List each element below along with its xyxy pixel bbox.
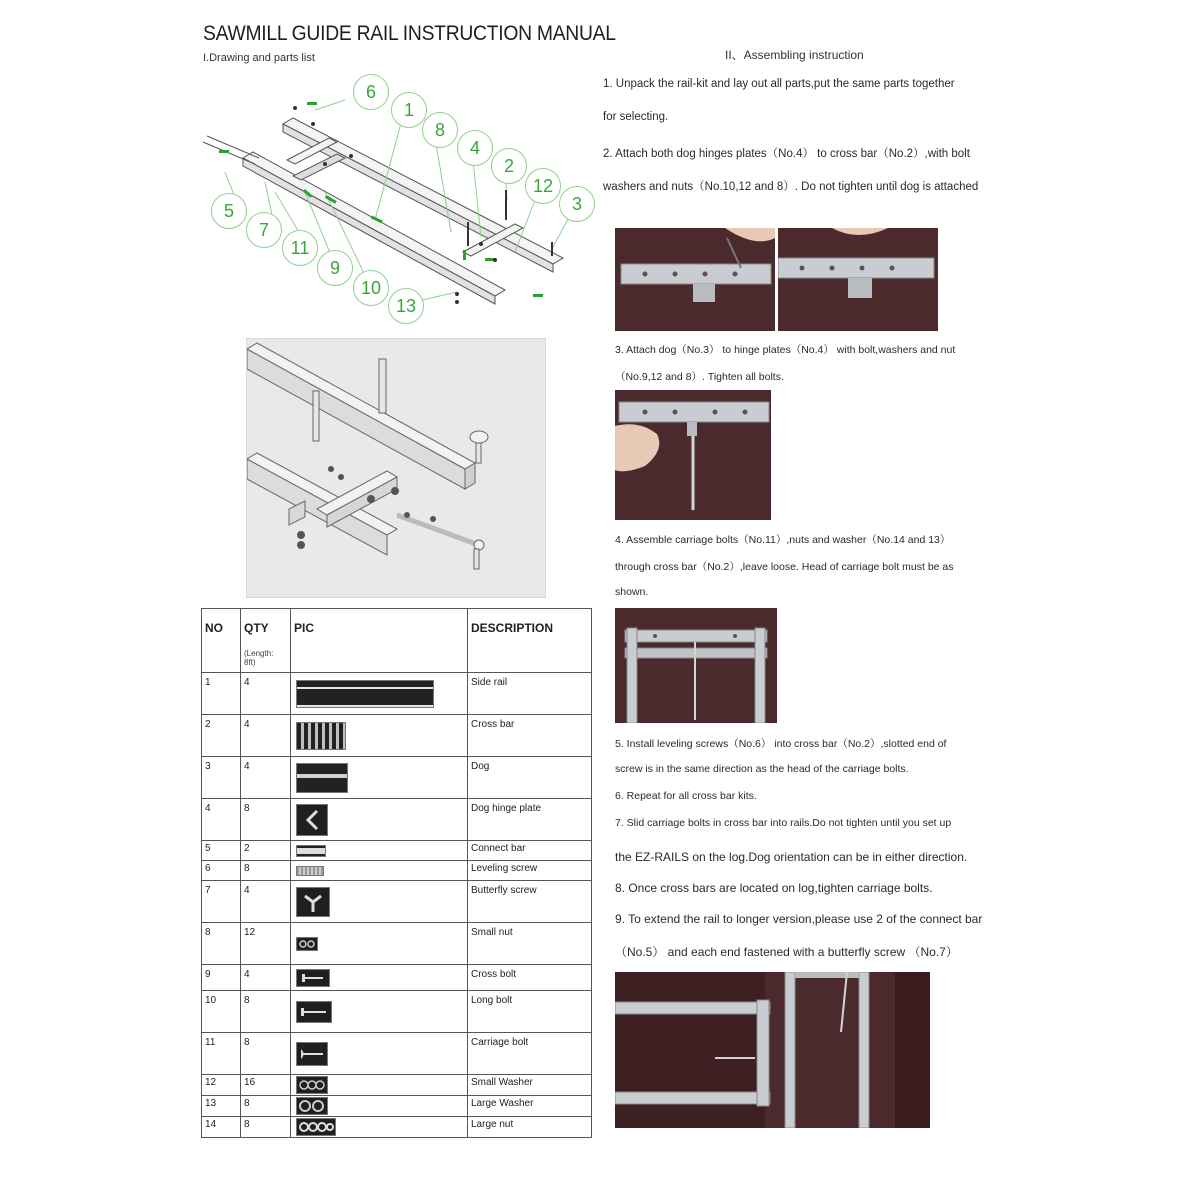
table-row xyxy=(202,673,592,715)
parts-table-header xyxy=(202,609,592,673)
part-description: Dog hinge plate xyxy=(468,799,592,841)
callout-7: 7 xyxy=(246,212,282,248)
step-2-photo-left xyxy=(615,228,775,331)
step-9-line-2: （No.5） and each end fastened with a butterfly screw （No.7） xyxy=(615,945,958,959)
part-qty: 8 xyxy=(241,1033,291,1075)
part-qty: 8 xyxy=(241,861,291,881)
cross-bar-image xyxy=(296,722,346,750)
part-qty: 4 xyxy=(241,881,291,923)
instructions-heading: II、Assembling instruction xyxy=(725,48,864,62)
large-nut-image xyxy=(296,1118,336,1136)
part-no: 3 xyxy=(202,757,241,799)
table-row xyxy=(202,757,592,799)
part-pic xyxy=(291,757,468,799)
part-description: Connect bar xyxy=(468,841,592,861)
callout-11: 11 xyxy=(282,230,318,266)
part-qty: 4 xyxy=(241,715,291,757)
table-row xyxy=(202,861,592,881)
part-no: 13 xyxy=(202,1096,241,1117)
step-7-line-2: the EZ-RAILS on the log.Dog orientation can be in either direction. xyxy=(615,850,968,864)
carriage-bolt-image xyxy=(296,1042,328,1066)
callout-4: 4 xyxy=(457,130,493,166)
part-description: Small Washer xyxy=(468,1075,592,1096)
part-description: Carriage bolt xyxy=(468,1033,592,1075)
dog-image xyxy=(296,763,348,793)
part-no: 1 xyxy=(202,673,241,715)
callout-8: 8 xyxy=(422,112,458,148)
part-no: 10 xyxy=(202,991,241,1033)
part-pic xyxy=(291,923,468,965)
step-1-line-1: 1. Unpack the rail-kit and lay out all parts,put the same parts together xyxy=(603,78,955,90)
leveling-screw-image xyxy=(296,866,324,876)
part-description: Leveling screw xyxy=(468,861,592,881)
part-description: Large nut xyxy=(468,1117,592,1138)
part-qty: 16 xyxy=(241,1075,291,1096)
step-6: 6. Repeat for all cross bar kits. xyxy=(615,790,757,802)
table-row xyxy=(202,1096,592,1117)
step-4-photo xyxy=(615,608,777,723)
part-no: 12 xyxy=(202,1075,241,1096)
table-row xyxy=(202,881,592,923)
long-bolt-image xyxy=(296,1001,332,1023)
part-description: Butterfly screw xyxy=(468,881,592,923)
callout-10: 10 xyxy=(353,270,389,306)
callout-13: 13 xyxy=(388,288,424,324)
part-no: 9 xyxy=(202,965,241,991)
part-description: Cross bar xyxy=(468,715,592,757)
part-pic xyxy=(291,799,468,841)
callout-3: 3 xyxy=(559,186,595,222)
large-washer-image xyxy=(296,1097,328,1115)
manual-title: SAWMILL GUIDE RAIL INSTRUCTION MANUAL xyxy=(203,22,616,45)
step-1-line-2: for selecting. xyxy=(603,111,669,123)
callout-12: 12 xyxy=(525,168,561,204)
step-5-line-2: screw is in the same direction as the head of the carriage bolts. xyxy=(615,763,909,775)
col-header-qty-note: (Length: 8ft) xyxy=(244,649,274,667)
step-3-line-1: 3. Attach dog（No.3） to hinge plates（No.4） with bolt,washers and nut xyxy=(615,344,956,356)
callout-1: 1 xyxy=(391,92,427,128)
part-qty: 12 xyxy=(241,923,291,965)
part-no: 2 xyxy=(202,715,241,757)
part-qty: 8 xyxy=(241,1096,291,1117)
part-no: 6 xyxy=(202,861,241,881)
step-3-photo xyxy=(615,390,771,520)
exploded-diagram xyxy=(195,72,605,332)
closeup-illustration xyxy=(247,339,545,597)
col-header-description: DESCRIPTION xyxy=(468,609,592,673)
parts-table xyxy=(201,608,592,1138)
part-description: Large Washer xyxy=(468,1096,592,1117)
part-description: Dog xyxy=(468,757,592,799)
small-nut-image xyxy=(296,937,318,951)
part-pic xyxy=(291,1117,468,1138)
table-row xyxy=(202,841,592,861)
part-description: Cross bolt xyxy=(468,965,592,991)
table-row xyxy=(202,965,592,991)
part-pic xyxy=(291,965,468,991)
table-row xyxy=(202,1117,592,1138)
part-description: Small nut xyxy=(468,923,592,965)
step-2-photo-right xyxy=(778,228,938,331)
callout-6: 6 xyxy=(353,74,389,110)
col-header-qty: QTY (Length: 8ft) xyxy=(241,609,291,673)
part-pic xyxy=(291,715,468,757)
part-pic xyxy=(291,881,468,923)
part-qty: 4 xyxy=(241,757,291,799)
table-row xyxy=(202,799,592,841)
step-3-line-2: （No.9,12 and 8）. Tighten all bolts. xyxy=(615,371,784,383)
part-qty: 4 xyxy=(241,965,291,991)
part-description: Side rail xyxy=(468,673,592,715)
step-7-line-1: 7. Slid carriage bolts in cross bar into rails.Do not tighten until you set up xyxy=(615,817,952,829)
table-row xyxy=(202,991,592,1033)
table-row xyxy=(202,715,592,757)
callout-9: 9 xyxy=(317,250,353,286)
part-pic xyxy=(291,673,468,715)
part-no: 4 xyxy=(202,799,241,841)
part-no: 8 xyxy=(202,923,241,965)
butterfly-screw-image xyxy=(296,887,330,917)
step-8: 8. Once cross bars are located on log,tighten carriage bolts. xyxy=(615,881,933,895)
callout-2: 2 xyxy=(491,148,527,184)
part-pic xyxy=(291,991,468,1033)
assembly-closeup-drawing xyxy=(246,338,546,598)
part-qty: 4 xyxy=(241,673,291,715)
part-no: 5 xyxy=(202,841,241,861)
col-header-no: NO xyxy=(202,609,241,673)
part-pic xyxy=(291,861,468,881)
part-pic xyxy=(291,1075,468,1096)
col-header-pic: PIC xyxy=(291,609,468,673)
table-row xyxy=(202,1075,592,1096)
step-4-line-3: shown. xyxy=(615,586,649,598)
part-pic xyxy=(291,1033,468,1075)
step-5-line-1: 5. Install leveling screws（No.6） into cross bar（No.2）,slotted end of xyxy=(615,738,947,750)
part-qty: 8 xyxy=(241,991,291,1033)
dog-hinge-plate-image xyxy=(296,804,328,836)
section-subtitle: I.Drawing and parts list xyxy=(203,52,315,64)
part-no: 11 xyxy=(202,1033,241,1075)
step-9-photo xyxy=(615,972,930,1128)
part-qty: 8 xyxy=(241,1117,291,1138)
part-no: 7 xyxy=(202,881,241,923)
callout-5: 5 xyxy=(211,193,247,229)
cross-bolt-image xyxy=(296,969,330,987)
part-description: Long bolt xyxy=(468,991,592,1033)
step-2-line-1: 2. Attach both dog hinges plates（No.4） to cross bar（No.2）,with bolt xyxy=(603,148,970,160)
small-washer-image xyxy=(296,1076,328,1094)
side-rail-image xyxy=(296,680,434,708)
part-pic xyxy=(291,841,468,861)
part-qty: 2 xyxy=(241,841,291,861)
connect-bar-image xyxy=(296,845,326,857)
step-4-line-1: 4. Assemble carriage bolts（No.11）,nuts and washer（No.14 and 13） xyxy=(615,534,951,546)
step-4-line-2: through cross bar（No.2）,leave loose. Head of carriage bolt must be as xyxy=(615,561,954,573)
table-row xyxy=(202,923,592,965)
table-row xyxy=(202,1033,592,1075)
step-2-line-2: washers and nuts（No.10,12 and 8）. Do not tighten until dog is attached xyxy=(603,181,979,193)
part-qty: 8 xyxy=(241,799,291,841)
step-9-line-1: 9. To extend the rail to longer version,please use 2 of the connect bar xyxy=(615,912,983,926)
part-no: 14 xyxy=(202,1117,241,1138)
part-pic xyxy=(291,1096,468,1117)
